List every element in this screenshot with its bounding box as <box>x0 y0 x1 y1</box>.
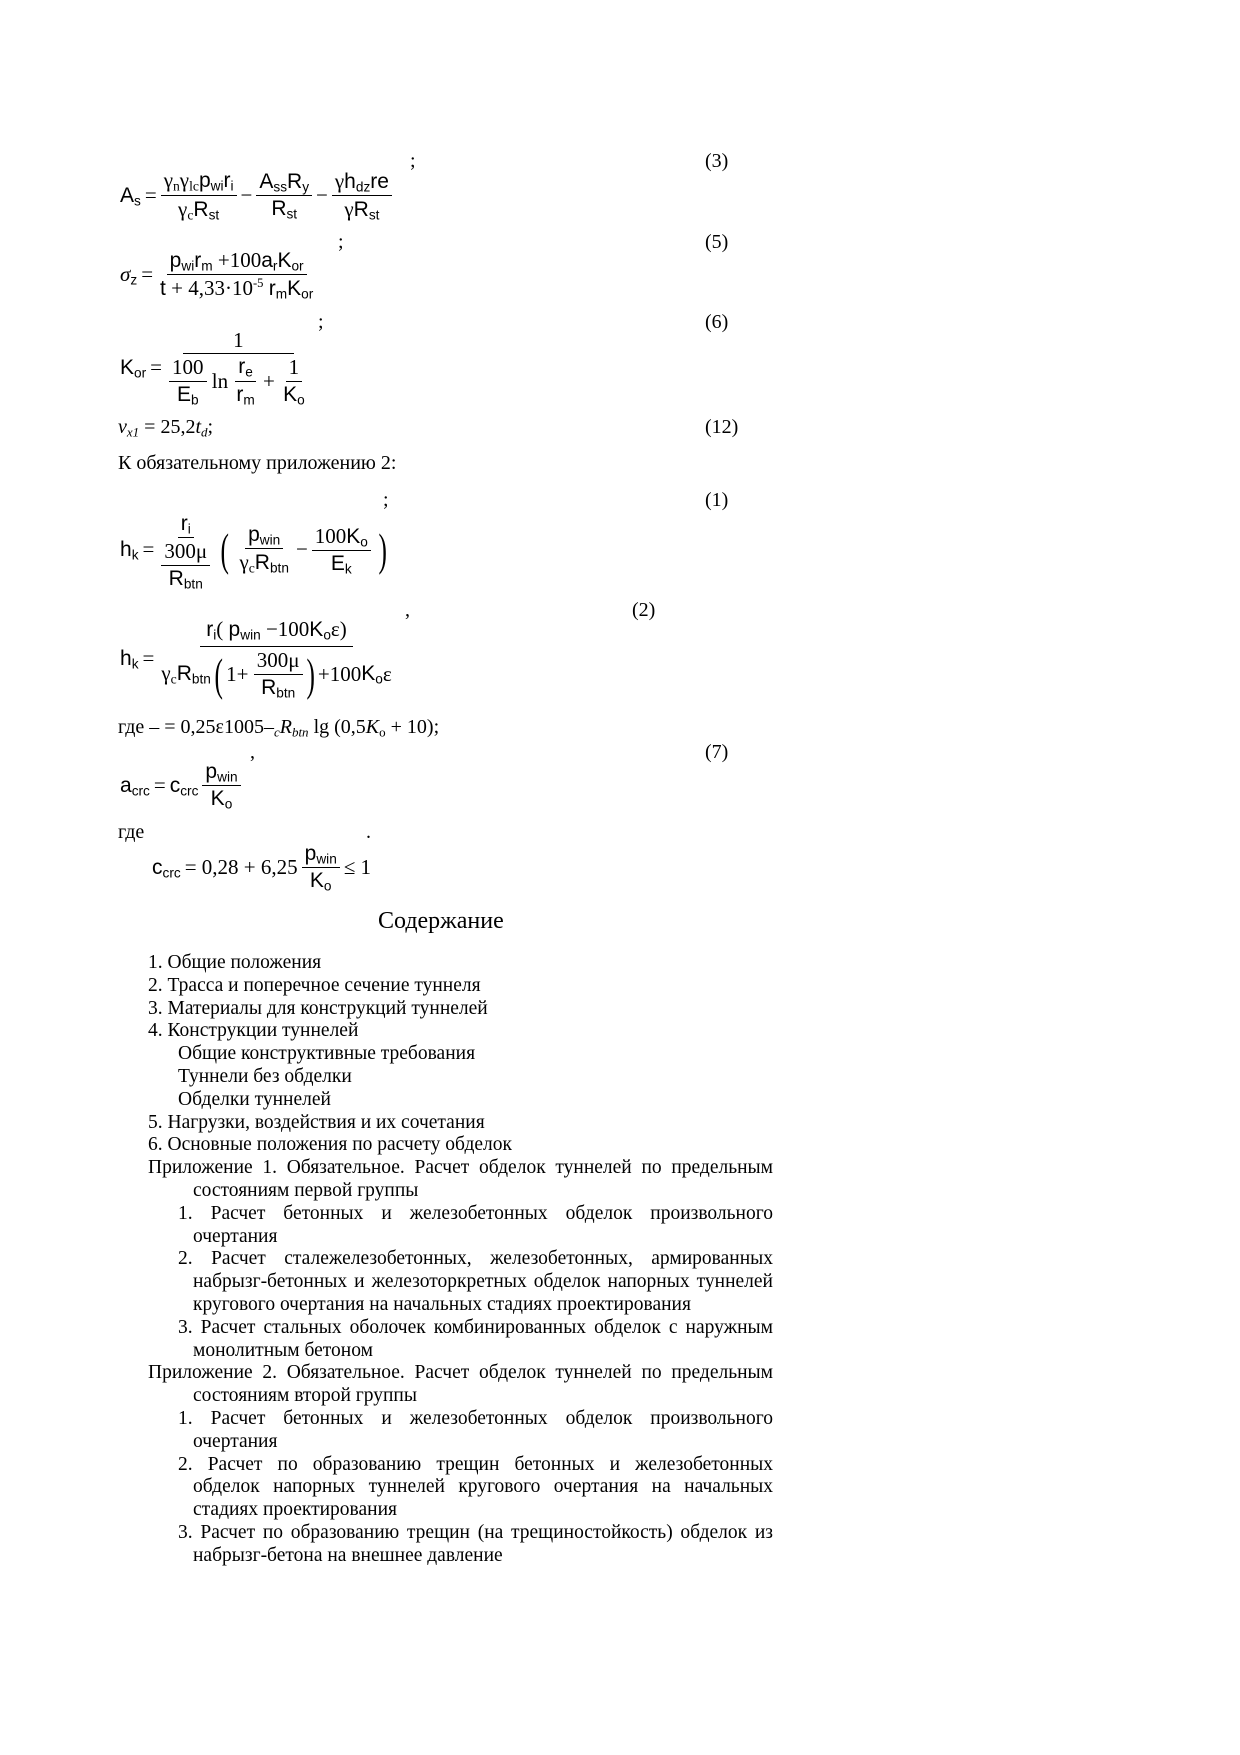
equation-number-2: (2) <box>632 599 656 621</box>
formula-ccrc: $c_{crc}$ = 0,28 + 6,25 $\frac{p_{win}}{K_o}$ ≤ 1 <box>152 842 372 894</box>
toc-item[interactable]: 5. Нагрузки, воздействия и их сочетания <box>148 1111 485 1133</box>
toc-subitem[interactable]: Туннели без обделки <box>178 1065 352 1087</box>
formula-1-lhs: $h_k$ <box>120 537 139 563</box>
toc-item[interactable]: 3. Материалы для конструкций туннелей <box>148 997 488 1019</box>
formula-5-semicolon: ; <box>338 231 344 253</box>
formula-2: $h_k$ = $r_i$( $p_{win} -100K_o\varepsilon$) $\gamma_c$ $R_{btn}$ ( 1+ $\frac{300\mu}{R_{btn}}$ ) +100 $K_o$ ε <box>120 617 399 701</box>
formula-3-lhs: $A_s$ <box>120 183 141 209</box>
formula-2-lhs: $h_k$ <box>120 646 139 672</box>
formula-3-semicolon: ; <box>410 150 416 172</box>
toc-appendix-item[interactable]: 3. Расчет по образованию трещин (на трещиностойкость) обделок из набрызг-бетона на внешнее давление <box>178 1521 773 1566</box>
formula-ccrc-lhs: $c_{crc}$ <box>152 855 181 881</box>
equation-number-7: (7) <box>705 741 729 763</box>
formula-12: $v_{x1} = 25,2t_d$; <box>118 416 214 440</box>
equation-number-6: (6) <box>705 311 729 333</box>
formula-7-comma: , <box>250 741 255 763</box>
formula-5-lhs: $\sigma_z$ <box>120 262 138 288</box>
toc-title: Содержание <box>378 908 504 934</box>
appendix-2-heading: К обязательному приложению 2: <box>118 452 397 474</box>
toc-item[interactable]: 2. Трасса и поперечное сечение туннеля <box>148 974 481 996</box>
equation-number-12: (12) <box>705 416 739 438</box>
toc-item[interactable]: 1. Общие положения <box>148 952 322 973</box>
table-of-contents <box>148 952 773 1568</box>
toc-item[interactable]: 4. Конструкции туннелей <box>148 1020 359 1042</box>
toc-appendix-item[interactable]: 1. Расчет бетонных и железобетонных обделок произвольного очертания <box>178 1407 773 1452</box>
formula-7-lhs: $a_{crc}$ <box>120 773 150 799</box>
formula-3-term1: $\frac{\gamma_n\gamma_{lc}p_{wi}r_i}{\gamma_cR_{st}}$ <box>161 168 237 224</box>
toc-subitem[interactable]: Обделки туннелей <box>178 1088 331 1110</box>
formula-2-comma: , <box>405 599 410 621</box>
formula-1: $h_k$ = $\frac{r_i}{\frac{300\mu}{R_{btn}}}$ ( $\frac{p_{win}}{\gamma_cR_{btn}}$ − $\frac{100K_o}{E_k}$ ) <box>120 512 387 592</box>
formula-6-lhs: $K_{or}$ <box>120 355 147 380</box>
toc-appendix-item[interactable]: 1. Расчет бетонных и железобетонных обделок произвольного очертания <box>178 1202 773 1247</box>
formula-where-line-1: где – = $0,25\varepsilon 1005-_cR_{btn}$ $\lg (0,5K_o + 10)$; <box>118 716 440 740</box>
formula-where-line-2-dot: . <box>366 821 371 843</box>
formula-7: $a_{crc}$ = $c_{crc}$ $\frac{p_{win}}{K_o}$ <box>120 760 245 812</box>
toc-appendix-1[interactable]: Приложение 1. Обязательное. Расчет обделок туннелей по предельным состояниям первой группы <box>148 1157 773 1201</box>
equation-number-1: (1) <box>705 489 729 511</box>
formula-6-semicolon: ; <box>318 311 324 333</box>
formula-3-term3: $\frac{\gamma h_{dz}re}{\gamma R_{st}}$ <box>332 169 392 223</box>
toc-appendix-item[interactable]: 3. Расчет стальных оболочек комбинированных обделок с наружным монолитным бетоном <box>178 1316 773 1361</box>
formula-2-fraction: $r_i$( $p_{win} -100K_o\varepsilon$) $\gamma_c$ $R_{btn}$ ( 1+ $\frac{300\mu}{R_{btn}}$ ) +100 $K_o$ ε <box>161 617 392 701</box>
toc-subitem[interactable]: Общие конструктивные требования <box>178 1043 476 1065</box>
formula-6: $K_{or}$ = 1 $\frac{100}{E_b}$ ln $\frac{r_e}{r_m}$ + $\frac{1}{K_o}$ <box>120 328 315 407</box>
toc-item[interactable]: 6. Основные положения по расчету обделок <box>148 1134 513 1156</box>
toc-appendix-item[interactable]: 2. Расчет сталежелезобетонных, железобетонных, армированных набрызг-бетонных и железоторкретных обделок напорных туннелей кругового очертания на начальных стадиях проектирования <box>178 1248 773 1315</box>
equation-number-3: (3) <box>705 150 729 172</box>
formula-where-line-2: где <box>118 821 145 843</box>
formula-3-term2: $\frac{A_{ss}R_y}{R_{st}}$ <box>256 170 312 222</box>
toc-appendix-2[interactable]: Приложение 2. Обязательное. Расчет обделок туннелей по предельным состояниям второй группы <box>148 1362 773 1407</box>
formula-5-fraction: $\frac{p_{wi}r_m +100a_rK_{or}}{t + 4,33\cdot 10^{-5} r_mK_{or}}$ <box>160 248 314 302</box>
formula-6-fraction: 1 $\frac{100}{E_b}$ ln $\frac{r_e}{r_m}$ + $\frac{1}{K_o}$ <box>166 328 311 407</box>
formula-5: $\sigma_z$ = $\frac{p_{wi}r_m +100a_rK_{or}}{t + 4,33\cdot 10^{-5} r_mK_{or}}$ <box>120 248 320 302</box>
formula-1-semicolon: ; <box>383 489 389 511</box>
toc-appendix-item[interactable]: 2. Расчет по образованию трещин бетонных и железобетонных обделок напорных туннелей кругового очертания на начальных стадиях проектирования <box>178 1453 773 1521</box>
equation-number-5: (5) <box>705 231 729 253</box>
formula-3: $A_s$ = $\frac{\gamma_n\gamma_{lc}p_{wi}r_i}{\gamma_cR_{st}}$ − $\frac{A_{ss}R_y}{R_{st}}$ − $\frac{\gamma h_{dz}re}{\gamma R_{st}}$ <box>120 168 396 224</box>
